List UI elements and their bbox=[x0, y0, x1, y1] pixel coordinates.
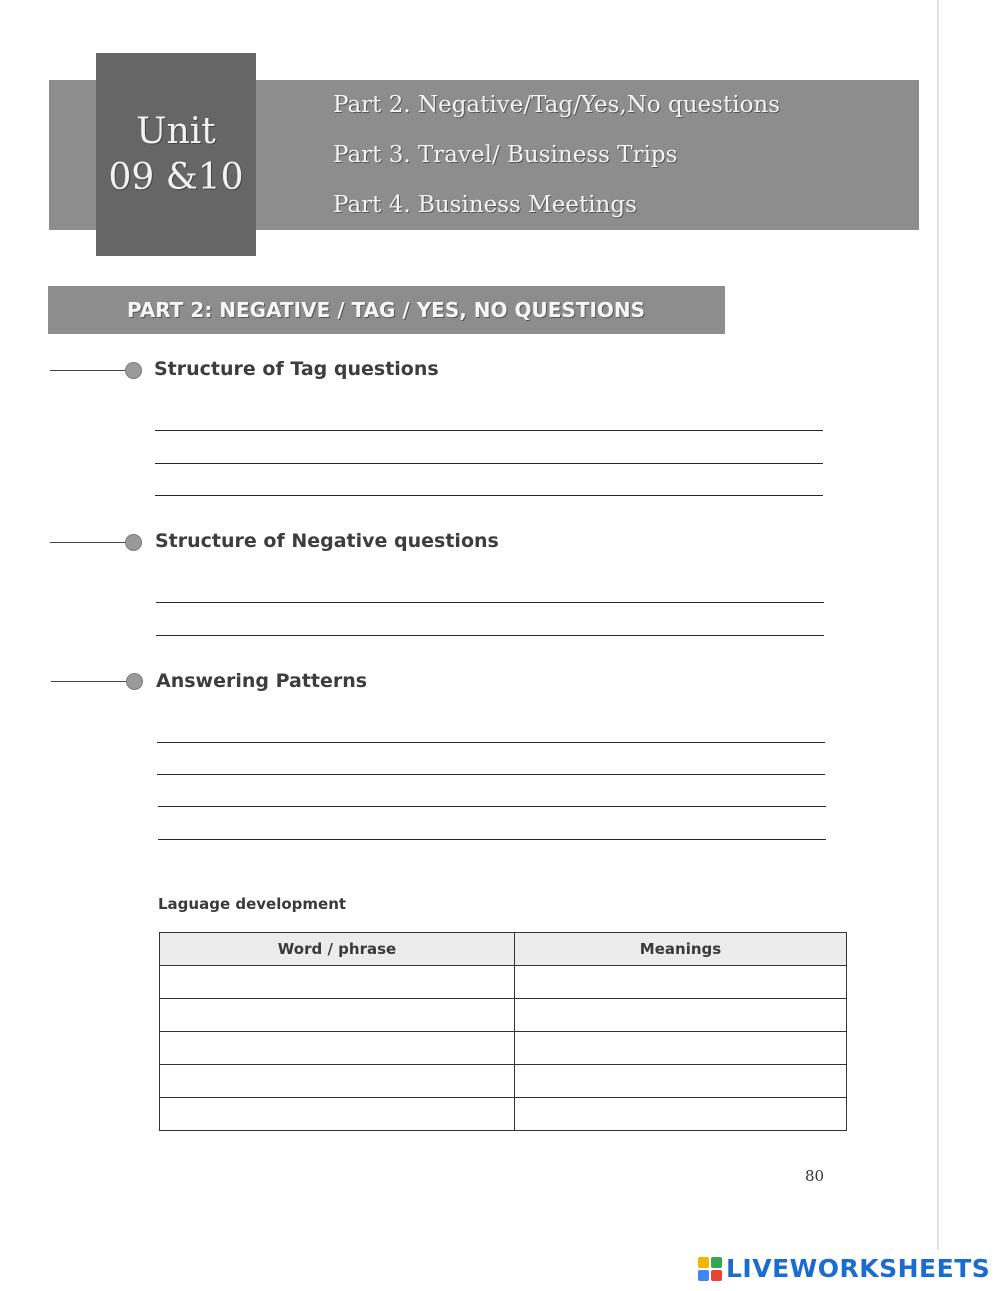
answer-line[interactable] bbox=[157, 774, 825, 775]
bullet-dot-icon bbox=[125, 534, 142, 551]
answer-line[interactable] bbox=[157, 742, 825, 743]
section-title: PART 2: NEGATIVE / TAG / YES, NO QUESTIONS bbox=[48, 286, 725, 334]
bullet-dot-icon bbox=[126, 673, 143, 690]
answer-line[interactable] bbox=[155, 463, 823, 464]
column-header-meanings: Meanings bbox=[515, 933, 847, 966]
meaning-cell[interactable] bbox=[515, 999, 847, 1032]
part-4-title: Part 4. Business Meetings bbox=[333, 192, 637, 218]
brand[interactable] bbox=[698, 1254, 990, 1283]
table-row bbox=[160, 1098, 847, 1131]
vocabulary-table bbox=[159, 932, 847, 1131]
logo-square bbox=[698, 1257, 709, 1268]
answer-line[interactable] bbox=[158, 839, 826, 840]
word-cell[interactable] bbox=[160, 1032, 515, 1065]
meaning-cell[interactable] bbox=[515, 1098, 847, 1131]
part-2-title: Part 2. Negative/Tag/Yes,No questions bbox=[333, 92, 781, 118]
meaning-cell[interactable] bbox=[515, 1032, 847, 1065]
liveworksheets-logo-icon bbox=[698, 1257, 722, 1281]
column-header-word: Word / phrase bbox=[160, 933, 515, 966]
part-3-title: Part 3. Travel/ Business Trips bbox=[333, 142, 678, 168]
meaning-cell[interactable] bbox=[515, 1065, 847, 1098]
unit-title: Unit bbox=[136, 110, 216, 152]
table-row bbox=[160, 999, 847, 1032]
bullet-line bbox=[50, 370, 127, 371]
answer-line[interactable] bbox=[156, 635, 824, 636]
unit-box bbox=[96, 53, 256, 256]
language-development-title: Laguage development bbox=[158, 895, 347, 913]
page-edge bbox=[937, 0, 939, 1250]
bullet-line bbox=[50, 542, 127, 543]
unit-number: 09 &10 bbox=[108, 156, 244, 198]
bullet-line bbox=[51, 681, 128, 682]
parts-list bbox=[333, 88, 780, 238]
answer-line[interactable] bbox=[156, 602, 824, 603]
item-label-negative-questions: Structure of Negative questions bbox=[155, 530, 499, 552]
answer-line[interactable] bbox=[158, 806, 826, 807]
item-label-tag-questions: Structure of Tag questions bbox=[154, 358, 439, 380]
table-row bbox=[160, 966, 847, 999]
word-cell[interactable] bbox=[160, 1098, 515, 1131]
table-row bbox=[160, 1032, 847, 1065]
page-number: 80 bbox=[805, 1167, 825, 1185]
word-cell[interactable] bbox=[160, 1065, 515, 1098]
item-label-answering-patterns: Answering Patterns bbox=[156, 670, 368, 692]
meaning-cell[interactable] bbox=[515, 966, 847, 999]
word-cell[interactable] bbox=[160, 999, 515, 1032]
logo-square bbox=[711, 1257, 722, 1268]
table-header-row bbox=[160, 933, 847, 966]
logo-square bbox=[698, 1270, 709, 1281]
answer-line[interactable] bbox=[155, 430, 823, 431]
table-row bbox=[160, 1065, 847, 1098]
word-cell[interactable] bbox=[160, 966, 515, 999]
bullet-dot-icon bbox=[125, 362, 142, 379]
brand-name: LIVEWORKSHEETS bbox=[726, 1254, 991, 1283]
logo-square bbox=[711, 1270, 722, 1281]
answer-line[interactable] bbox=[155, 495, 823, 496]
